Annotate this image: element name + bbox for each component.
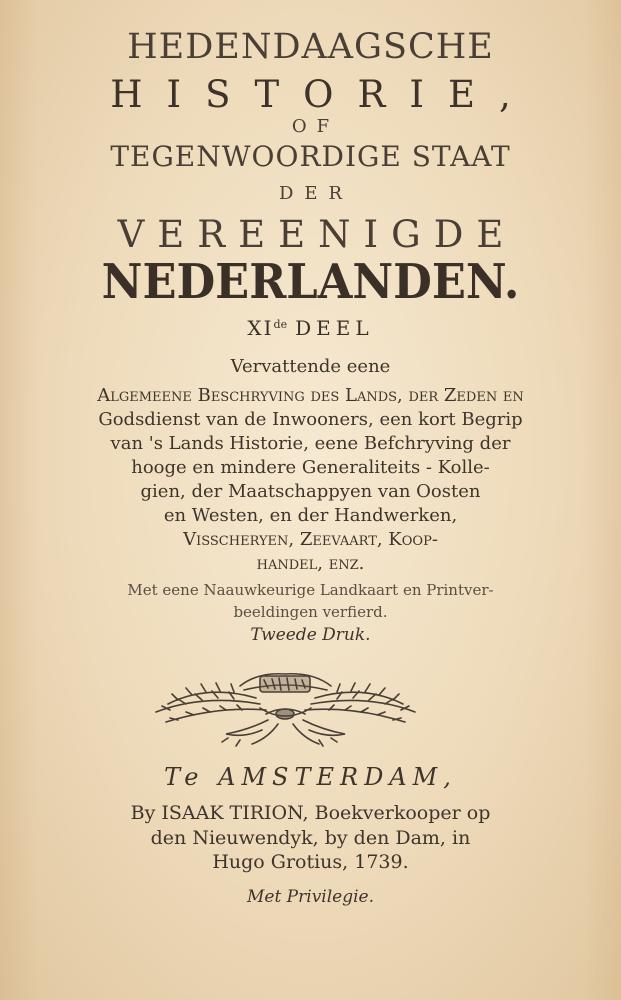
contents-line-7: en Westen, en der Handwerken, xyxy=(163,505,458,526)
imprint-publisher: By ISAAK TIRION, Boekverkooper op xyxy=(130,802,491,824)
contents-line-3: Godsdienst van de Inwooners, een kort Begrip xyxy=(98,409,523,430)
volume-suffix: de xyxy=(273,318,288,331)
contents-line-6: gien, der Maatschappyen van Oosten xyxy=(140,481,481,502)
map-note-line-2: beeldingen verfierd. xyxy=(233,603,388,621)
contents-line-1: Vervattende eene xyxy=(230,356,391,377)
imprint-sign-and-year: Hugo Grotius, 1739. xyxy=(212,851,409,873)
volume-designation xyxy=(0,318,621,338)
title-line-historie: HISTORIE, xyxy=(110,73,535,116)
contents-line-2: Algemeene Beschryving des Lands, der Zeden en xyxy=(97,385,524,406)
volume-word: DEEL xyxy=(295,316,374,340)
contents-line-8: Visscheryen, Zeevaart, Koop- xyxy=(183,529,438,550)
contents-line-9: handel, enz. xyxy=(256,553,365,574)
volume-number: XI xyxy=(247,316,274,340)
title-line-hedendaagsche: HEDENDAAGSCHE xyxy=(127,27,494,67)
title-line-of: OF xyxy=(291,116,340,137)
contents-line-5: hooge en mindere Generaliteits - Kolle- xyxy=(131,457,490,478)
title-line-vereenigde: VEREENIGDE xyxy=(117,213,517,256)
edition-note: Tweede Druk. xyxy=(250,625,371,645)
title-line-tegenwoordige-staat: TEGENWOORDIGE STAAT xyxy=(110,140,511,173)
privilege-note: Met Privilegie. xyxy=(246,887,375,907)
floral-ornament-icon xyxy=(148,664,423,754)
imprint-place: Te AMSTERDAM, xyxy=(164,763,457,791)
contents-line-4: van 's Lands Historie, eene Befchryving der xyxy=(110,433,511,454)
imprint-address: den Nieuwendyk, by den Dam, in xyxy=(150,827,471,849)
map-note-line-1: Met eene Naauwkeurige Landkaart en Printver- xyxy=(127,581,494,599)
title-line-nederlanden: NEDERLANDEN. xyxy=(101,254,520,310)
title-line-der: DER xyxy=(278,183,354,204)
